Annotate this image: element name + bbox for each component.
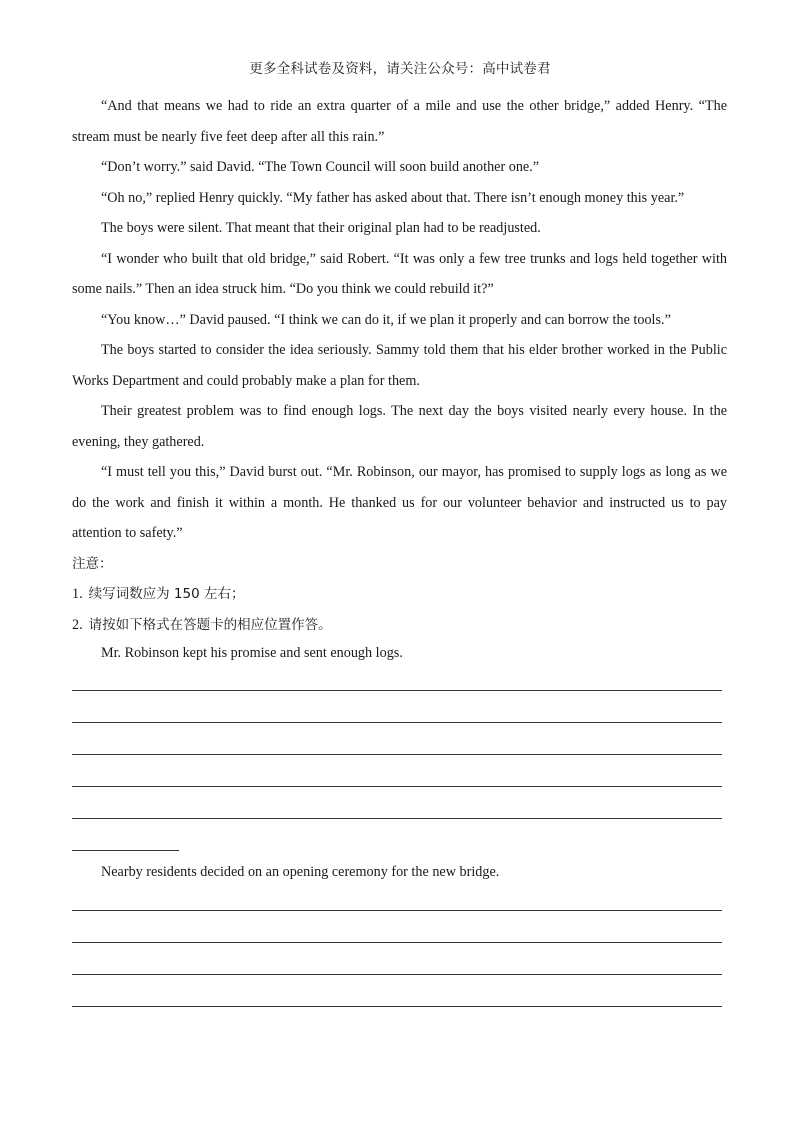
answer-line[interactable] xyxy=(72,754,722,755)
paragraph: “I must tell you this,” David burst out. “Mr. Robinson, our mayor, has promised to supply logs as long as we do the work and finish it within a month. He thanked us for our volunteer behavior and instructed us to pay attention to safety.” xyxy=(72,464,727,541)
paragraph: “You know…” David paused. “I think we can do it, if we plan it properly and can borrow the tools.” xyxy=(101,311,671,328)
notes-title: 注意： xyxy=(72,555,113,572)
answer-line-short[interactable] xyxy=(72,850,179,851)
answer-line[interactable] xyxy=(72,1006,722,1007)
answer-line[interactable] xyxy=(72,942,722,943)
prompt-second-paragraph: Nearby residents decided on an opening ceremony for the new bridge. xyxy=(101,864,500,880)
note-item xyxy=(72,610,727,641)
paragraph: The boys were silent. That meant that their original plan had to be readjusted. xyxy=(101,220,541,236)
page-header: 更多全科试卷及资料，请关注公众号：高中试卷君 xyxy=(249,61,551,77)
answer-line[interactable] xyxy=(72,690,722,691)
paragraph: Their greatest problem was to find enough logs. The next day the boys visited nearly every house. In the evening, they gathered. xyxy=(72,403,727,450)
story-text xyxy=(72,91,727,640)
note-item xyxy=(72,579,727,610)
answer-line[interactable] xyxy=(72,910,722,911)
answer-line[interactable] xyxy=(72,786,722,787)
answer-line[interactable] xyxy=(72,818,722,819)
note-number: 1. xyxy=(72,586,83,602)
note-number: 2. xyxy=(72,616,83,633)
answer-line[interactable] xyxy=(72,974,722,975)
paragraph: “I wonder who built that old bridge,” said Robert. “It was only a few tree trunks and logs held together with some nails.” Then an idea struck him. “Do you think we could rebuild it?” xyxy=(72,250,727,297)
paragraph: The boys started to consider the idea seriously. Sammy told them that his elder brother worked in the Public Works Department and could probably make a plan for them. xyxy=(72,342,727,389)
paragraph: “And that means we had to ride an extra quarter of a mile and use the other bridge,” added Henry. “The stream must be nearly five feet deep after all this rain.” xyxy=(72,98,727,145)
paragraph: “Oh no,” replied Henry quickly. “My father has asked about that. There isn’t enough money this year.” xyxy=(101,189,685,206)
paragraph: “Don’t worry.” said David. “The Town Council will soon build another one.” xyxy=(101,159,540,175)
note-text: 续写词数应为 150 左右； xyxy=(88,586,245,602)
answer-line[interactable] xyxy=(72,722,722,723)
note-text: 请按如下格式在答题卡的相应位置作答。 xyxy=(88,616,332,633)
prompt-first-paragraph: Mr. Robinson kept his promise and sent enough logs. xyxy=(101,645,403,661)
